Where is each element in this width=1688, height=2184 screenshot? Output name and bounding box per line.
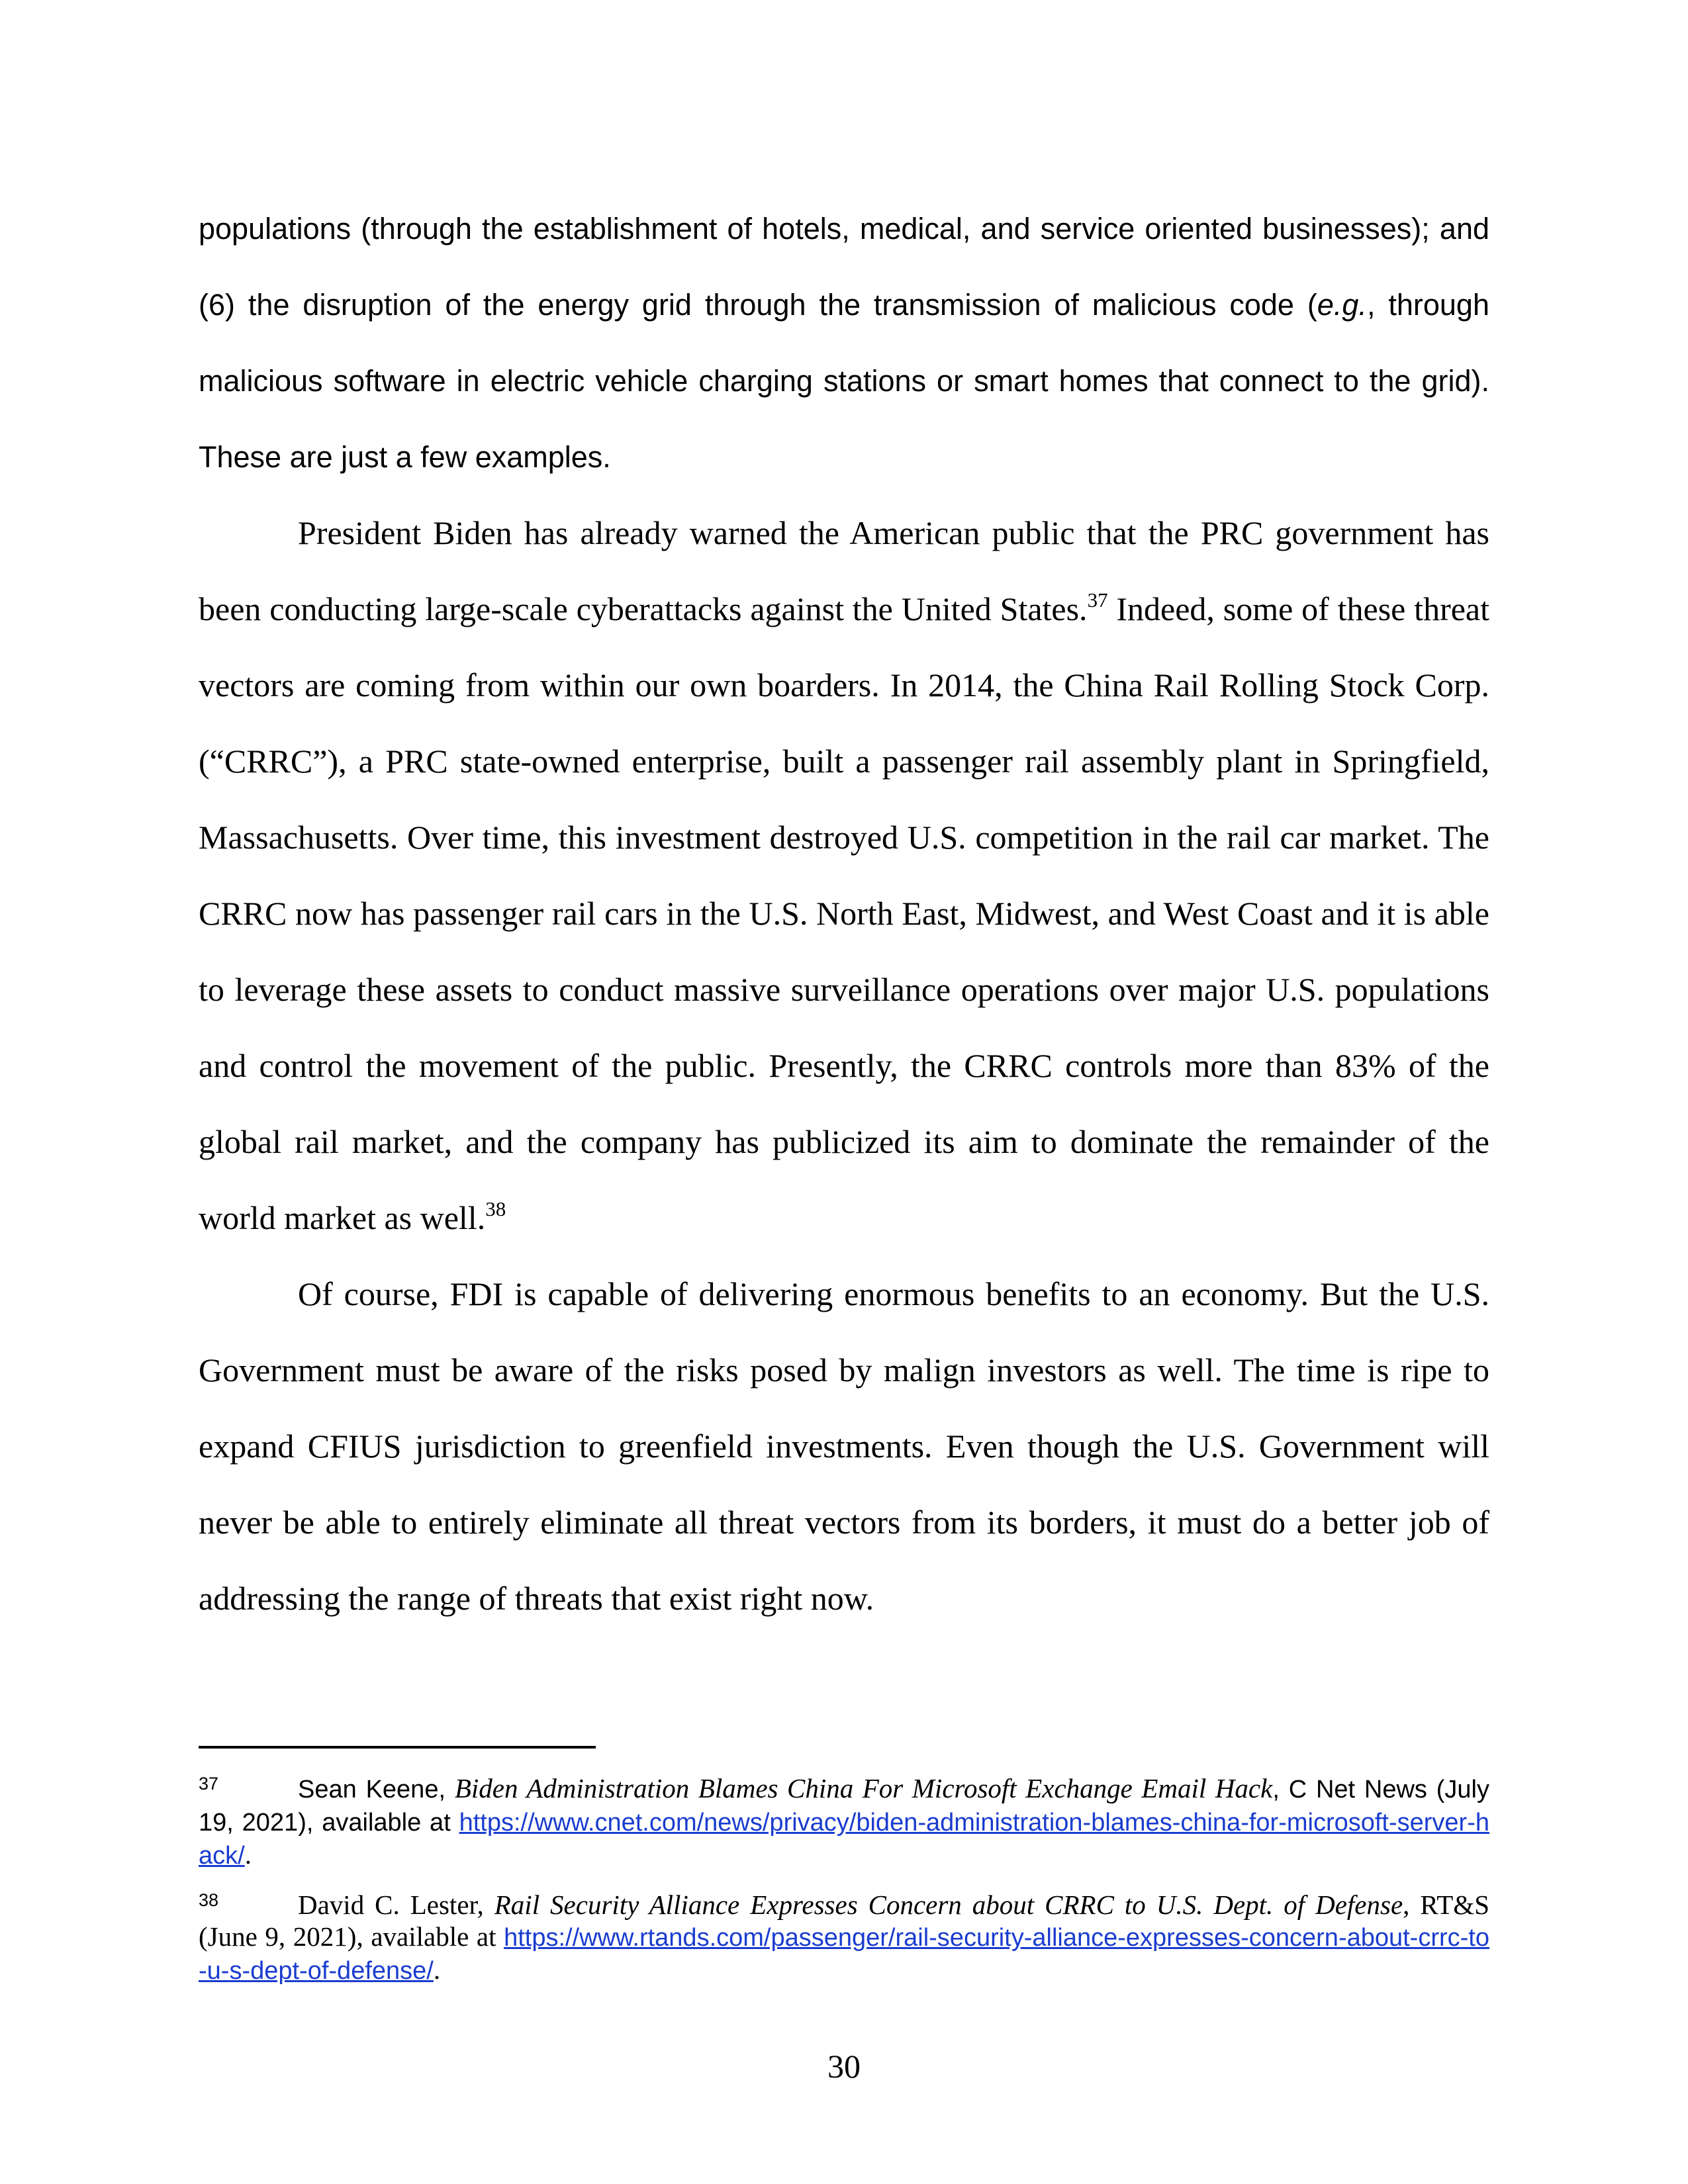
- paragraph-biden-text-b: Indeed, some of these threat vectors are coming from within our own boarders. In 2014, the China Rail Rolling Stock Corp. (“CRRC”), a PRC state-owned enterprise, built a passenger rail assembly plant in Springfield, Massachusetts. Over time, this investment destroyed U.S. competition in the rail car market. The CRRC now has passenger rail cars in the U.S. North East, Midwest, and West Coast and it is able to leverage these assets to conduct massive surveillance operations over major U.S. populations and control the movement of the public. Presently, the CRRC controls more than 83% of the global rail market, and the company has publicized its aim to dominate the remainder of the world market as well.: [199, 590, 1490, 1236]
- paragraph-continued: [199, 191, 1489, 495]
- paragraph-continued-text-b: , through malicious software in electric vehicle charging stations or smart homes that connect to the grid). These are just a few examples.: [199, 288, 1489, 474]
- footnote-source: , C Net News (July 19, 2021), available at: [199, 1776, 1489, 1837]
- footnote-link[interactable]: https://www.rtands.com/passenger/rail-security-alliance-expresses-concern-about-crrc-to-u-s-dept-of-defense/: [199, 1924, 1489, 1985]
- footnote-author: David C. Lester,: [298, 1889, 494, 1920]
- footnote-37: 37 Sean Keene, Biden Administration Blames China For Microsoft Exchange Email Hack, C Net News (July 19, 2021), available at https://www.cnet.com/news/privacy/biden-administration-blames-china-for-microsoft-server-hack/.: [199, 1773, 1489, 1870]
- footnote-source: , RT&S (June 9, 2021), available at: [199, 1889, 1490, 1952]
- footnote-title: Biden Administration Blames China For Microsoft Exchange Email Hack: [454, 1773, 1273, 1803]
- footnote-end: .: [433, 1954, 441, 1985]
- footnote-38: 38 David C. Lester, Rail Security Alliance Expresses Concern about CRRC to U.S. Dept. of Defense, RT&S (June 9, 2021), available at https://www.rtands.com/passenger/rail-security-alliance-expresses-concern-about-crrc-to-u-s-dept-of-defense/.: [199, 1889, 1490, 1985]
- paragraph-fdi: Of course, FDI is capable of delivering enormous benefits to an economy. But the U.S. Government must be aware of the risks posed by malign investors as well. The time is ripe to expand CFIUS jurisdiction to greenfield investments. Even though the U.S. Government will never be able to entirely eliminate all threat vectors from its borders, it must do a better job of addressing the range of threats that exist right now.: [199, 1275, 1489, 1617]
- footnote-separator: [199, 1746, 596, 1749]
- footnote-title: Rail Security Alliance Expresses Concern about CRRC to U.S. Dept. of Defense: [494, 1889, 1403, 1920]
- footnote-link[interactable]: https://www.cnet.com/news/privacy/biden-administration-blames-china-for-microsoft-server-hack/: [199, 1809, 1489, 1870]
- paragraph-continued-eg: e.g.: [1317, 288, 1367, 322]
- body-text: [199, 191, 1489, 1637]
- paragraph-continued-text-a: populations (through the establishment of hotels, medical, and service oriented businesses); and (6) the disruption of the energy grid through the transmission of malicious code (: [199, 212, 1489, 322]
- footnote-author: Sean Keene,: [298, 1776, 455, 1803]
- paragraph-biden-text-a: President Biden has already warned the American public that the PRC government has been conducting large-scale cyberattacks against the United States.: [199, 514, 1489, 627]
- footnote-ref-37[interactable]: 37: [1087, 588, 1108, 612]
- footnote-ref-38[interactable]: 38: [485, 1197, 506, 1220]
- paragraph-biden: [199, 495, 1489, 1256]
- footnote-end: .: [244, 1839, 252, 1870]
- footnotes: [199, 1772, 1489, 2004]
- page-number: 30: [827, 2048, 861, 2085]
